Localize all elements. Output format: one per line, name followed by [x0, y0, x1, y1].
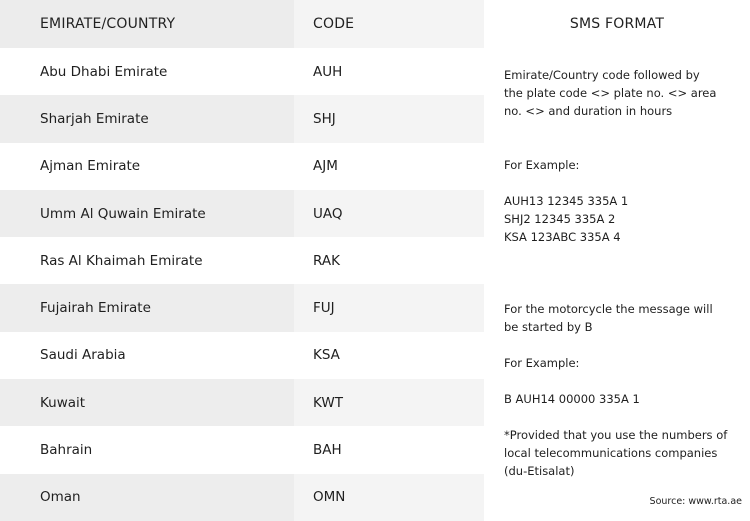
- code-cell: SHJ: [294, 95, 484, 142]
- code-cell: KSA: [313, 347, 340, 364]
- country-cell: Ajman Emirate: [40, 158, 141, 175]
- code-cell: BAH: [313, 442, 342, 459]
- format-text: no. <> and duration in hours: [504, 104, 673, 118]
- table-header-labels: [0, 0, 750, 48]
- code-cell: OMN: [294, 474, 484, 521]
- country-cell: Ras Al Khaimah Emirate: [40, 252, 203, 269]
- source-credit: Source: www.rta.ae: [649, 496, 742, 507]
- code-cell: KWT: [294, 379, 484, 426]
- code-cell: AUH: [313, 63, 343, 80]
- country-cell: Kuwait: [40, 394, 86, 411]
- header-emirate-country: EMIRATE/COUNTRY: [40, 16, 176, 32]
- table-row: [0, 284, 484, 331]
- country-cell: Bahrain: [40, 442, 93, 459]
- note-text: (du-Etisalat): [504, 464, 575, 478]
- example-line: KSA 123ABC 335A 4: [504, 230, 621, 244]
- format-text: the plate code <> plate no. <> area: [504, 86, 717, 100]
- table-row: [0, 379, 484, 426]
- table-row: [0, 426, 484, 473]
- code-cell: FUJ: [294, 284, 484, 331]
- table-row: [0, 237, 484, 284]
- note-text: *Provided that you use the numbers of: [504, 428, 728, 442]
- code-cell: RAK: [313, 252, 340, 269]
- example-label: For Example:: [504, 158, 580, 172]
- table-row: [0, 190, 484, 237]
- table-row: [0, 48, 484, 95]
- table-row: [0, 474, 484, 521]
- country-cell: Oman: [40, 489, 81, 506]
- motorcycle-text: be started by B: [504, 320, 593, 334]
- country-cell: Abu Dhabi Emirate: [40, 63, 168, 80]
- header-sms-format: SMS FORMAT: [569, 16, 665, 32]
- code-cell: UAQ: [294, 190, 484, 237]
- country-cell: Saudi Arabia: [40, 347, 126, 364]
- motorcycle-text: For the motorcycle the message will: [504, 302, 713, 316]
- note-text: local telecommunications companies: [504, 446, 718, 460]
- header-code: CODE: [313, 16, 355, 32]
- example-line: SHJ2 12345 335A 2: [504, 212, 616, 226]
- sms-format-panel: [484, 48, 750, 521]
- table-row: [0, 95, 484, 142]
- country-cell: Sharjah Emirate: [40, 110, 149, 127]
- example-label: For Example:: [504, 356, 580, 370]
- code-cell: AJM: [313, 158, 338, 175]
- example-line: B AUH14 00000 335A 1: [504, 392, 640, 406]
- table-row: [0, 332, 484, 379]
- country-cell: Fujairah Emirate: [40, 300, 151, 317]
- table-body: [0, 48, 484, 521]
- table-row: [0, 143, 484, 190]
- format-text: Emirate/Country code followed by: [504, 68, 700, 82]
- country-cell: Umm Al Quwain Emirate: [40, 205, 206, 222]
- example-line: AUH13 12345 335A 1: [504, 194, 629, 208]
